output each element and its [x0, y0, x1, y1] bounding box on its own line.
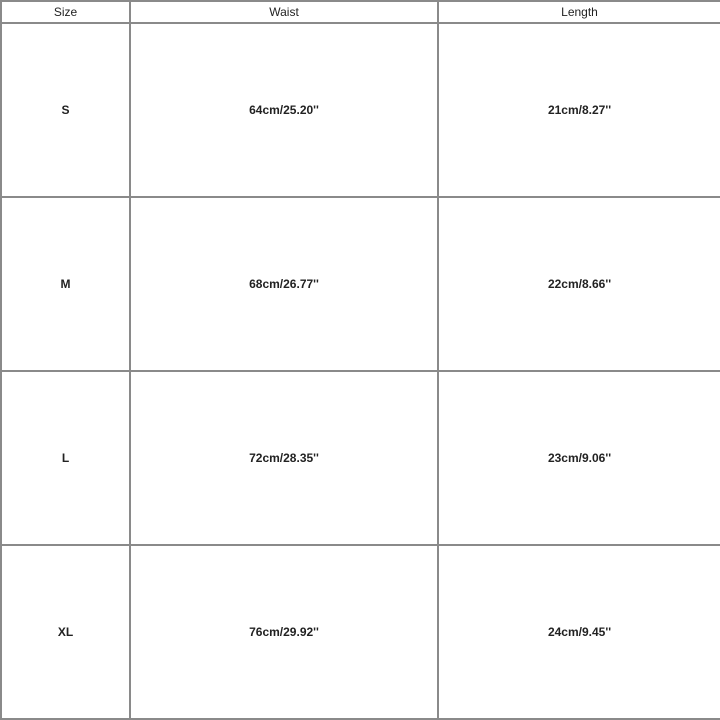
size-cell: M — [1, 197, 130, 371]
header-size: Size — [1, 1, 130, 23]
table-row — [1, 545, 720, 719]
header-length: Length — [438, 1, 720, 23]
length-cell: 22cm/8.66'' — [438, 197, 720, 371]
waist-cell: 68cm/26.77'' — [130, 197, 438, 371]
size-cell: XL — [1, 545, 130, 719]
length-cell: 23cm/9.06'' — [438, 371, 720, 545]
size-cell: L — [1, 371, 130, 545]
length-cell: 21cm/8.27'' — [438, 23, 720, 197]
waist-cell: 76cm/29.92'' — [130, 545, 438, 719]
table-row — [1, 371, 720, 545]
header-row — [1, 1, 720, 23]
table-row — [1, 23, 720, 197]
waist-cell: 72cm/28.35'' — [130, 371, 438, 545]
length-cell: 24cm/9.45'' — [438, 545, 720, 719]
header-waist: Waist — [130, 1, 438, 23]
waist-cell: 64cm/25.20'' — [130, 23, 438, 197]
size-cell: S — [1, 23, 130, 197]
table-row — [1, 197, 720, 371]
